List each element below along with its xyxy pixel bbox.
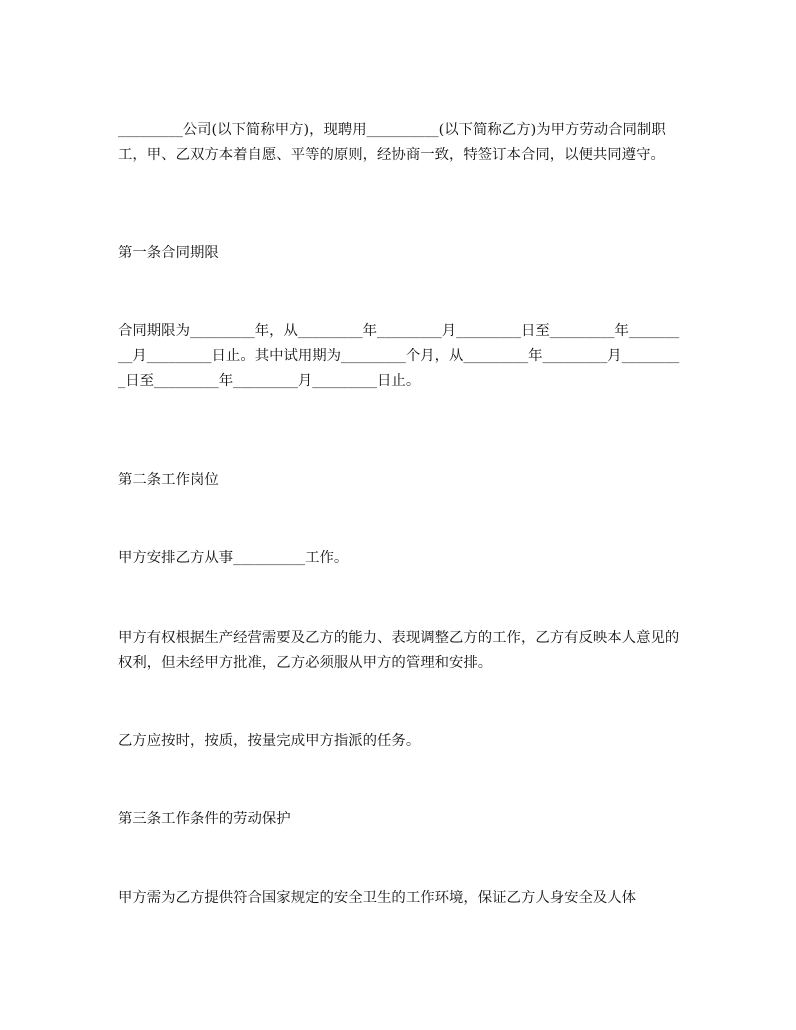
contract-term-paragraph: 合同期限为_________年，从_________年_________月_________日至_________年_________月_________日止。其中试用期为_________个月，从_________年_________月_________日至_________年_________月_________日止。: [118, 323, 680, 389]
environment-paragraph: 甲方需为乙方提供符合国家规定的安全卫生的工作环境，保证乙方人身安全及人体: [118, 890, 637, 906]
adjust-right-paragraph: 甲方有权根据生产经营需要及乙方的能力、表现调整乙方的工作，乙方有反映本人意见的权利，但未经甲方批准，乙方必须服从甲方的管理和安排。: [118, 630, 680, 671]
article-2-title: 第二条工作岗位: [118, 472, 219, 488]
article-1-title: 第一条合同期限: [118, 245, 219, 261]
work-post-paragraph: 甲方安排乙方从事__________工作。: [118, 550, 349, 566]
duty-paragraph: 乙方应按时，按质，按量完成甲方指派的任务。: [118, 733, 421, 749]
intro-paragraph: _________公司(以下简称甲方)，现聘用__________(以下简称乙方)为甲方劳动合同制职工，甲、乙双方本着自愿、平等的原则，经协商一致，特签订本合同，以便共同遵守。: [118, 122, 666, 163]
article-3-title: 第三条工作条件的劳动保护: [118, 811, 291, 827]
